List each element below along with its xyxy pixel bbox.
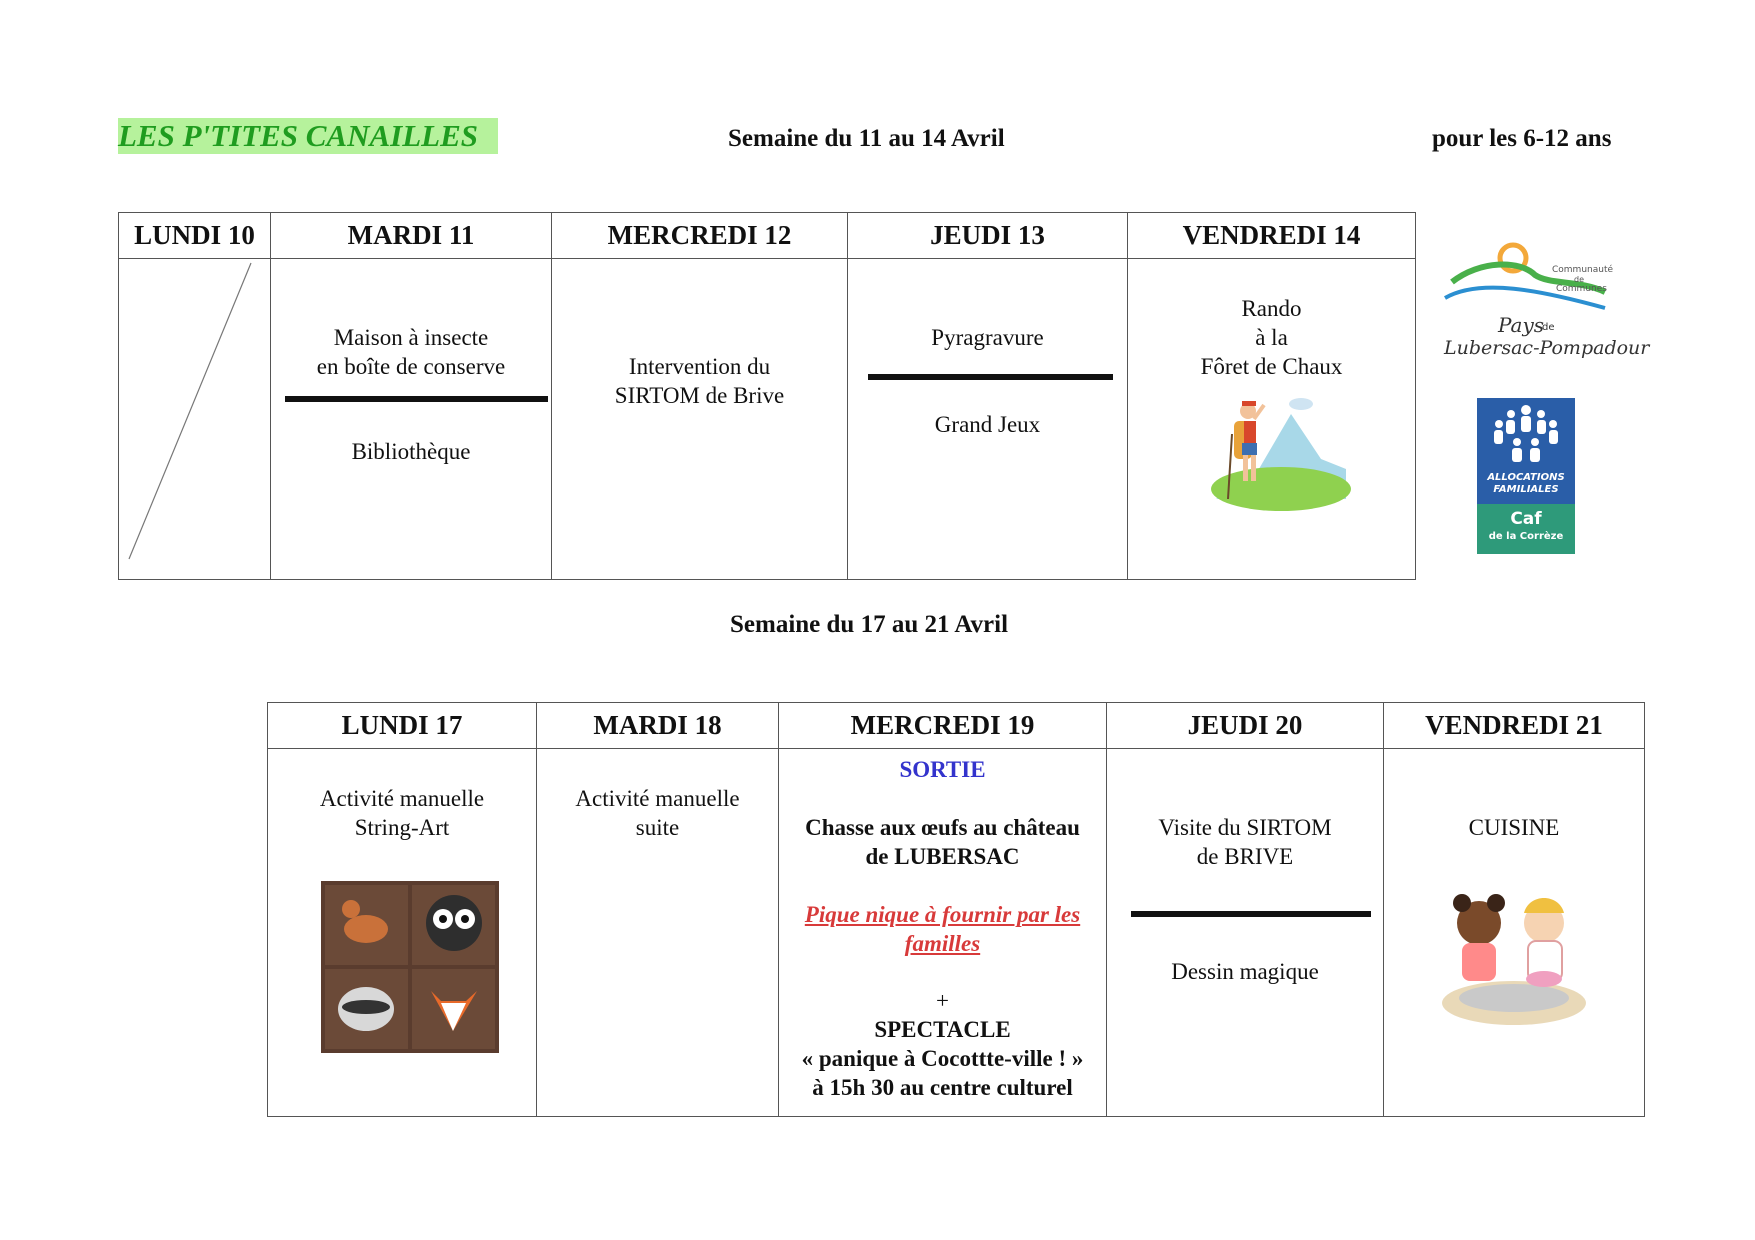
logo-text: de	[1542, 322, 1555, 333]
day-header: MARDI 11	[271, 213, 552, 259]
day-header: VENDREDI 21	[1384, 703, 1645, 749]
week2-table	[267, 702, 1645, 1117]
vendredi14-cell	[1128, 259, 1416, 580]
picnic-note: familles	[904, 931, 981, 956]
day-header: LUNDI 10	[119, 213, 271, 259]
activity-text: Maison à insecte	[333, 325, 489, 350]
mercredi12-cell	[552, 259, 848, 580]
logo-text: de	[1574, 275, 1584, 284]
page-title: LES P'TITES CANAILLES	[118, 118, 479, 153]
lundi10-cell	[119, 259, 271, 580]
day-header: LUNDI 17	[268, 703, 537, 749]
logo-text: Pays	[1498, 313, 1545, 337]
logo-text: Lubersac-Pompadour	[1444, 337, 1650, 359]
activity-text: suite	[635, 815, 680, 840]
logo-text: Communes	[1556, 284, 1607, 294]
activity-text: de BRIVE	[1196, 844, 1294, 869]
activity-text: en boîte de conserve	[316, 354, 506, 379]
activity-text: SIRTOM de Brive	[614, 383, 785, 408]
caf-logo	[1477, 398, 1575, 554]
title-highlight	[118, 118, 498, 154]
activity-text: +	[936, 988, 949, 1013]
mardi18-cell	[537, 749, 779, 1117]
vendredi21-cell	[1384, 749, 1645, 1117]
mardi11-cell	[271, 259, 552, 580]
picnic-note: Pique nique à fournir par les	[804, 902, 1081, 927]
mercredi19-cell	[779, 749, 1107, 1117]
sortie-label: SORTIE	[899, 757, 986, 782]
caf-text: FAMILIALES	[1493, 484, 1559, 495]
day-header: MERCREDI 12	[552, 213, 848, 259]
community-logo	[1440, 240, 1650, 385]
activity-text: « panique à Cocottte-ville ! »	[801, 1046, 1084, 1071]
activity-text: Intervention du	[628, 354, 771, 379]
caf-text: ALLOCATIONS	[1487, 472, 1565, 483]
activity-text: Dessin magique	[1171, 959, 1319, 984]
activity-text: Rando	[1241, 296, 1302, 321]
activity-text: Pyragravure	[931, 325, 1044, 350]
caf-text: Caf	[1510, 509, 1542, 529]
activity-text: CUISINE	[1468, 815, 1560, 840]
activity-text: String-Art	[354, 815, 450, 840]
divider	[1131, 911, 1371, 917]
hiker-illustration	[1206, 389, 1346, 514]
activity-text: Bibliothèque	[351, 439, 471, 464]
logo-text: Communauté	[1552, 265, 1614, 275]
week1-table	[118, 212, 1416, 580]
lundi17-cell	[268, 749, 537, 1117]
activity-text: Chasse aux œufs au château	[805, 815, 1080, 840]
week2-heading: Semaine du 17 au 21 Avril	[730, 611, 1009, 638]
age-range: pour les 6-12 ans	[1432, 125, 1612, 152]
activity-text: SPECTACLE	[874, 1017, 1011, 1042]
jeudi13-cell	[848, 259, 1128, 580]
activity-text: de LUBERSAC	[865, 844, 1020, 869]
week1-heading: Semaine du 11 au 14 Avril	[728, 125, 1005, 152]
caf-text: de la Corrèze	[1488, 531, 1564, 542]
jeudi20-cell	[1107, 749, 1384, 1117]
day-header: MERCREDI 19	[779, 703, 1107, 749]
activity-text: à la	[1255, 325, 1288, 350]
cooking-kids-illustration	[1434, 883, 1594, 1033]
divider	[285, 396, 548, 402]
activity-text: à 15h 30 au centre culturel	[812, 1075, 1073, 1100]
day-header: MARDI 18	[537, 703, 779, 749]
divider	[868, 374, 1113, 380]
activity-text: Activité manuelle	[319, 786, 485, 811]
family-icon	[1477, 400, 1575, 470]
activity-text: Visite du SIRTOM	[1158, 815, 1332, 840]
activity-text: Activité manuelle	[575, 786, 740, 811]
activity-text: Grand Jeux	[934, 412, 1041, 437]
activity-text: Fôret de Chaux	[1200, 354, 1343, 379]
day-header: JEUDI 20	[1107, 703, 1384, 749]
closed-day-slash	[119, 259, 271, 579]
day-header: VENDREDI 14	[1128, 213, 1416, 259]
string-art-photo	[321, 881, 499, 1053]
day-header: JEUDI 13	[848, 213, 1128, 259]
